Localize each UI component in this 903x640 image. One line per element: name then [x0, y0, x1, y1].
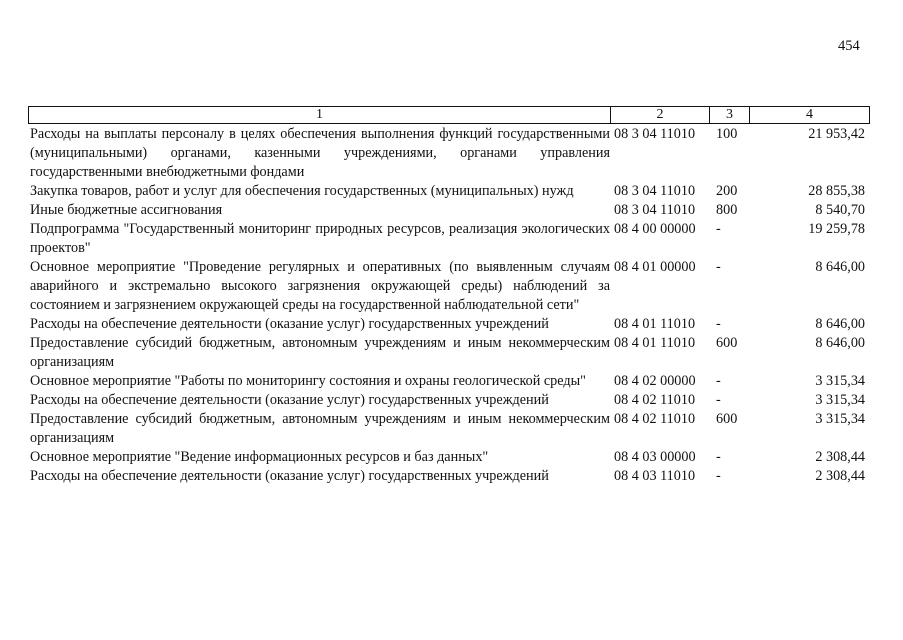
row-code: 08 3 04 11010	[614, 126, 696, 142]
row-code: 08 3 04 11010	[614, 202, 696, 218]
table-row	[30, 125, 870, 182]
header-col-4: 4	[806, 107, 813, 122]
row-name: Основное мероприятие "Ведение информационных ресурсов и баз данных"	[30, 449, 489, 465]
row-name: Подпрограмма "Государственный мониторинг природных ресурсов, реализация экологических проектов"	[30, 221, 610, 256]
header-col-1: 1	[29, 107, 611, 123]
row-amount: 28 855,38	[808, 183, 865, 199]
row-amount: 8 646,00	[815, 259, 865, 275]
row-type: 100	[716, 126, 738, 142]
row-type: -	[716, 316, 721, 332]
table-row	[30, 410, 870, 448]
row-name: Основное мероприятие "Работы по мониторингу состояния и охраны геологической среды"	[30, 373, 586, 389]
row-amount: 8 646,00	[815, 335, 865, 351]
row-type: 600	[716, 411, 738, 427]
row-name: Предоставление субсидий бюджетным, автономным учреждениям и иным некоммерческим организациям	[30, 335, 610, 370]
table-row	[30, 467, 870, 486]
row-code: 08 4 03 11010	[614, 468, 696, 484]
row-type: -	[716, 373, 721, 389]
row-type: 800	[716, 202, 738, 218]
row-code: 08 4 00 00000	[614, 221, 696, 237]
header-col-2: 2	[611, 107, 710, 123]
row-type: 200	[716, 183, 738, 199]
page-number: 454	[838, 38, 860, 54]
header-col-3: 3	[710, 107, 750, 123]
row-name: Расходы на обеспечение деятельности (оказание услуг) государственных учреждений	[30, 392, 549, 408]
row-amount: 21 953,42	[808, 126, 865, 142]
row-amount: 19 259,78	[808, 221, 865, 237]
row-type: 600	[716, 335, 738, 351]
row-amount: 8 646,00	[815, 316, 865, 332]
row-name: Расходы на выплаты персоналу в целях обеспечения выполнения функций государственными (муниципальными) органами, казенными учреждениями, органами управления государственными внебюджетными фондами	[30, 126, 610, 180]
table-row	[30, 258, 870, 315]
table-row	[30, 201, 870, 220]
table-row	[30, 391, 870, 410]
row-type: -	[716, 259, 721, 275]
table-row	[30, 334, 870, 372]
row-amount: 2 308,44	[815, 468, 865, 484]
table-row	[30, 182, 870, 201]
row-amount: 8 540,70	[815, 202, 865, 218]
row-code: 08 3 04 11010	[614, 183, 696, 199]
row-code: 08 4 02 00000	[614, 373, 696, 389]
row-amount: 3 315,34	[815, 392, 865, 408]
row-amount: 3 315,34	[815, 411, 865, 427]
row-type: -	[716, 392, 721, 408]
row-name: Расходы на обеспечение деятельности (оказание услуг) государственных учреждений	[30, 316, 549, 332]
table-body	[30, 125, 870, 486]
row-code: 08 4 02 11010	[614, 411, 696, 427]
row-name: Иные бюджетные ассигнования	[30, 202, 223, 218]
table-header	[28, 106, 870, 124]
row-name: Расходы на обеспечение деятельности (оказание услуг) государственных учреждений	[30, 468, 549, 484]
row-amount: 3 315,34	[815, 373, 865, 389]
row-name: Закупка товаров, работ и услуг для обеспечения государственных (муниципальных) нужд	[30, 183, 574, 199]
row-amount: 2 308,44	[815, 449, 865, 465]
row-code: 08 4 03 00000	[614, 449, 696, 465]
row-type: -	[716, 468, 721, 484]
row-name: Предоставление субсидий бюджетным, автономным учреждениям и иным некоммерческим организациям	[30, 411, 610, 446]
row-code: 08 4 01 11010	[614, 316, 696, 332]
row-type: -	[716, 221, 721, 237]
row-code: 08 4 01 00000	[614, 259, 696, 275]
table-row	[30, 315, 870, 334]
table-row	[30, 448, 870, 467]
row-code: 08 4 01 11010	[614, 335, 696, 351]
row-name: Основное мероприятие "Проведение регулярных и оперативных (по выявленным случаям аварийного и экстремально высокого загрязнения окружающей среды) наблюдений за состоянием и загрязнением окружающей среды на государственной наблюдательной сети"	[30, 259, 610, 313]
table-row	[30, 372, 870, 391]
row-code: 08 4 02 11010	[614, 392, 696, 408]
table-row	[30, 220, 870, 258]
row-type: -	[716, 449, 721, 465]
